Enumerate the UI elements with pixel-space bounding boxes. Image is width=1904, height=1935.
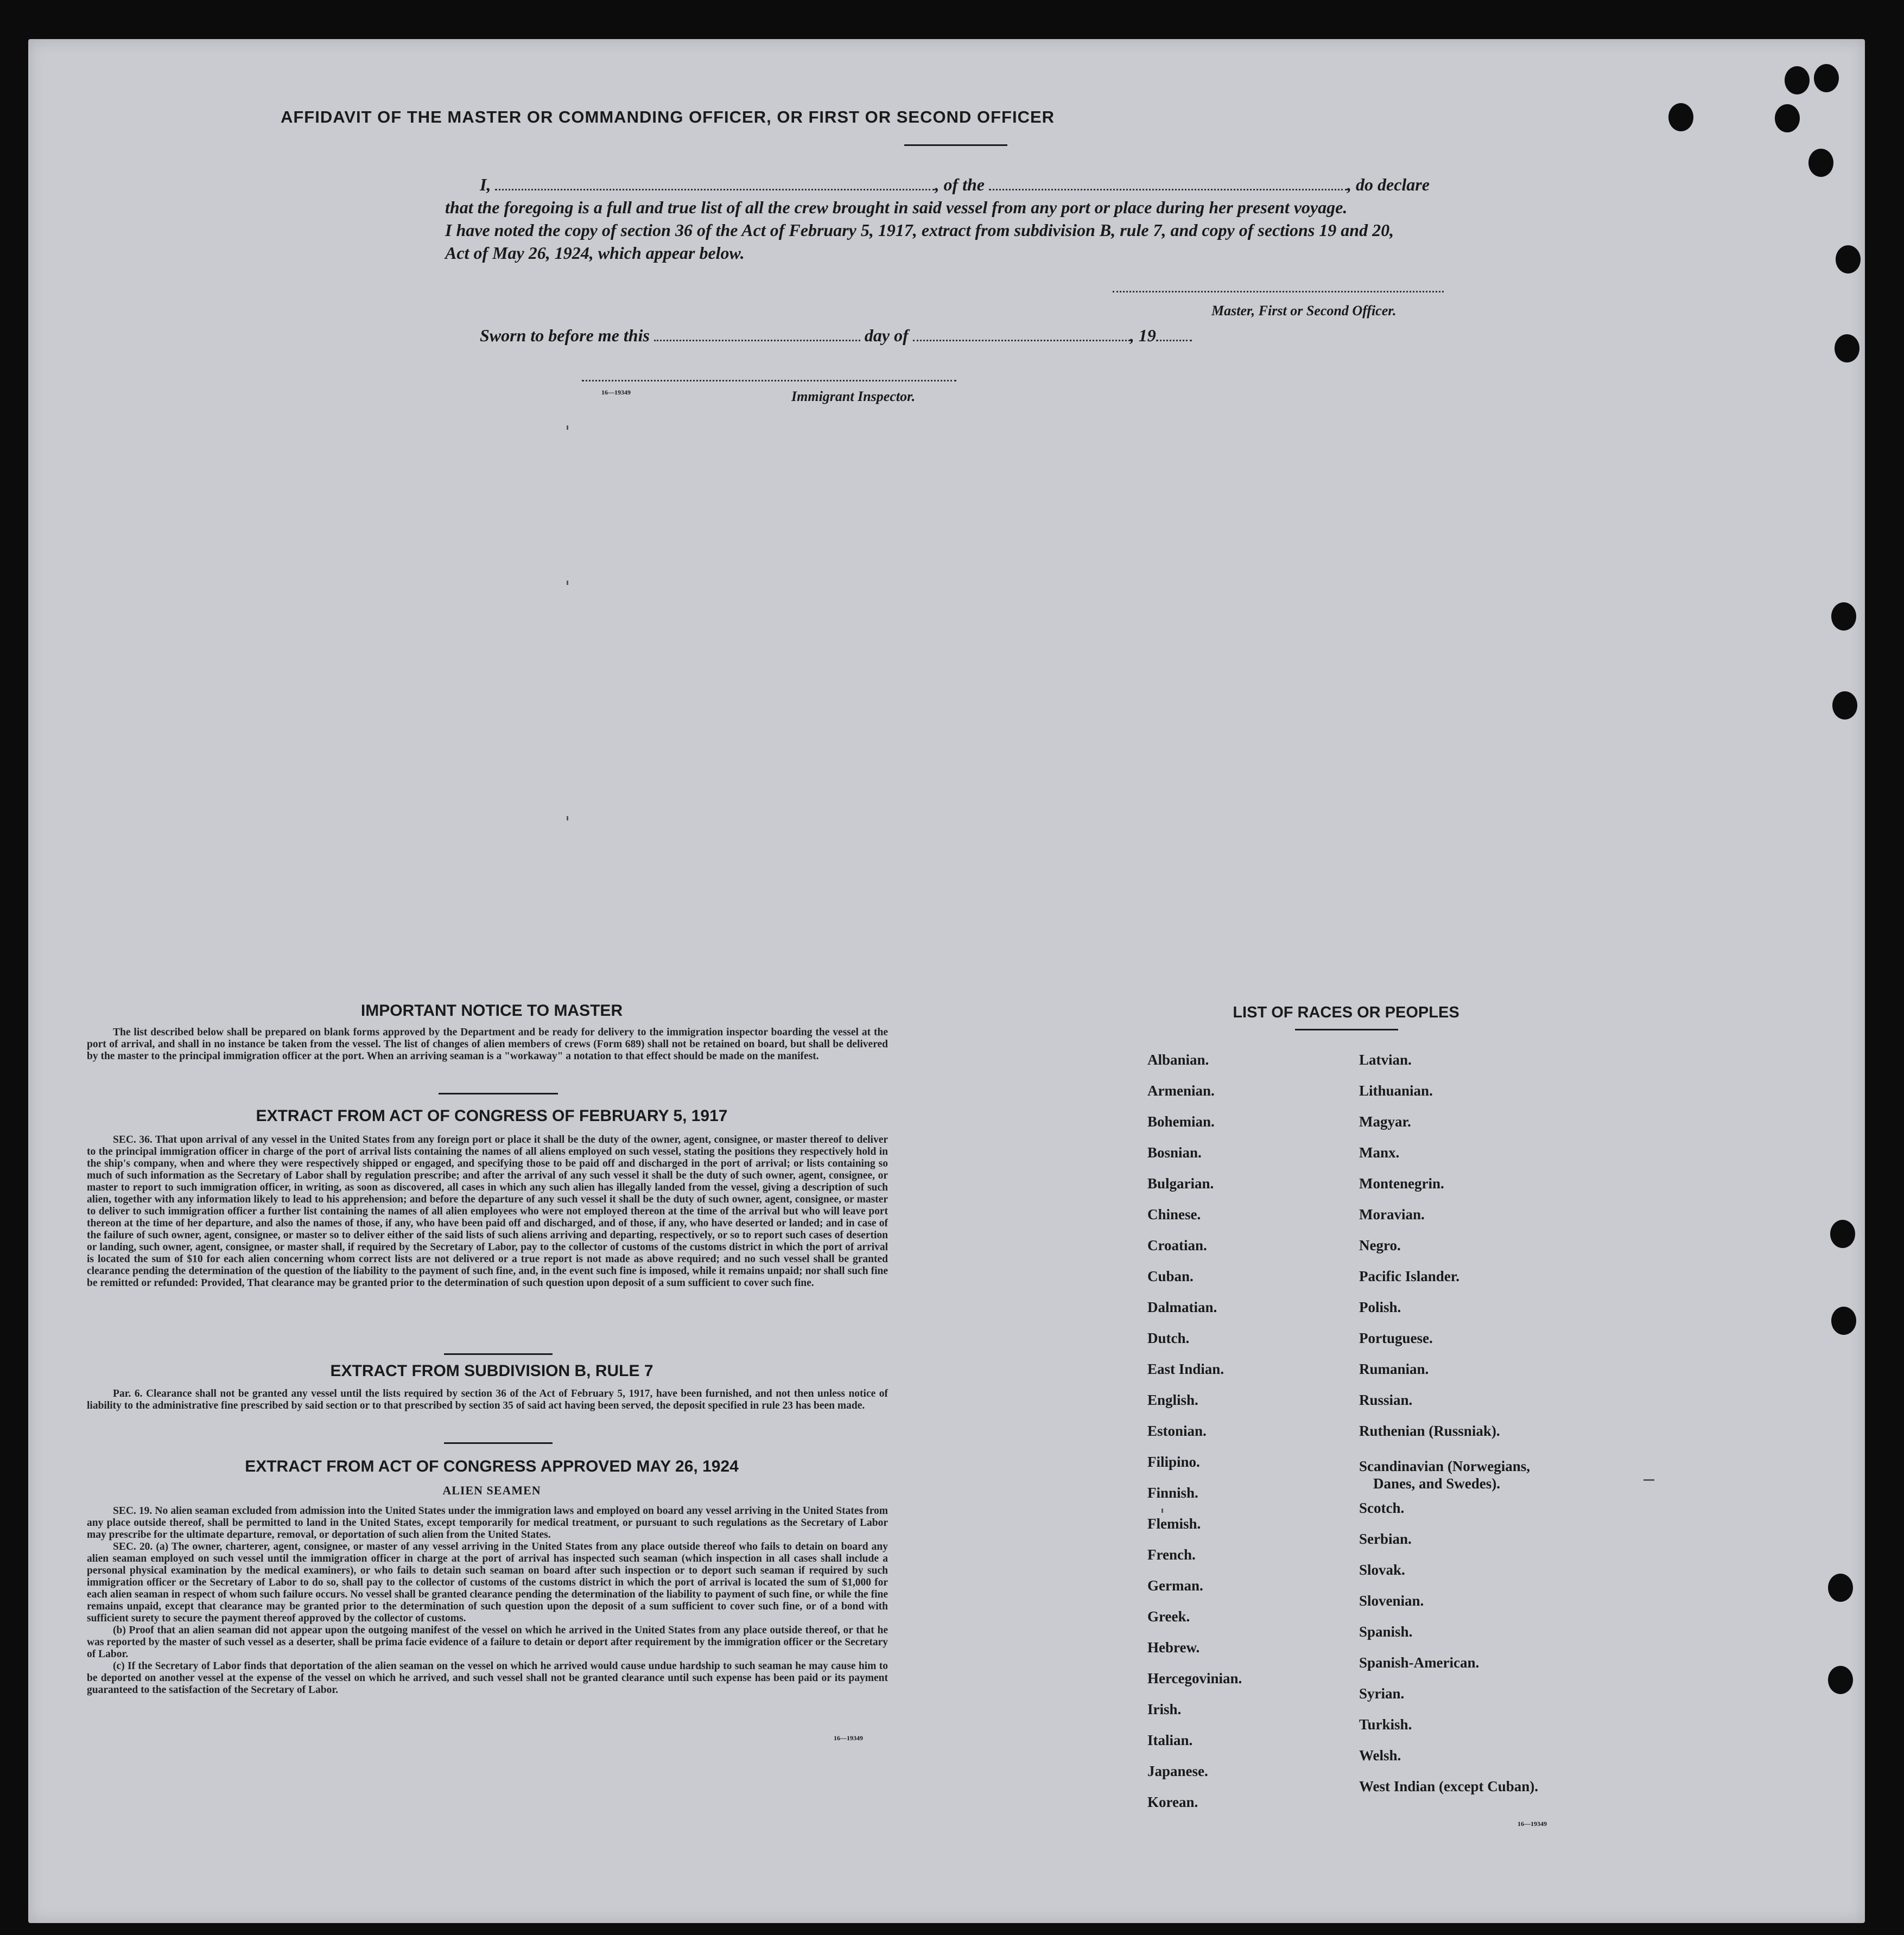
race-item: Serbian. [1359,1531,1412,1547]
race-item: German. [1147,1577,1203,1594]
race-item: Turkish. [1359,1716,1412,1733]
race-item: Latvian. [1359,1052,1412,1068]
race-item: Greek. [1147,1608,1190,1625]
race-item: Irish. [1147,1701,1182,1717]
race-item: Magyar. [1359,1113,1411,1130]
race-item: Rumanian. [1359,1361,1429,1377]
divider [904,144,1007,146]
vessel-field[interactable] [989,175,1347,190]
race-item: Slovenian. [1359,1593,1424,1609]
divider [1295,1029,1398,1030]
day-of-label: day of [864,326,909,345]
declaration-line-1 [445,175,1471,195]
races-heading: LIST OF RACES OR PEOPLES [1233,1004,1459,1021]
race-item: Dutch. [1147,1330,1190,1346]
race-item: Albanian. [1147,1052,1209,1068]
form-number: 16—19349 [1518,1820,1547,1828]
race-item: Scandinavian (Norwegians, [1359,1458,1531,1474]
punch-hole [1835,334,1859,362]
punch-hole [1808,149,1833,177]
sec-20b: (b) Proof that an alien seaman did not appear upon the outgoing manifest of the vessel on which he arrived in the United States from any place outside thereof, or that he was reported by the master of such vessel as a deserter, shall be prima facie evidence of a failure to detain or deport after requirement by the immigration officer or the Secretary of Labor. [87,1625,888,1660]
punch-hole [1836,245,1861,273]
extract-rule7-heading: EXTRACT FROM SUBDIVISION B, RULE 7 [330,1362,653,1380]
inspector-signature-label: Immigrant Inspector. [791,389,916,404]
race-item: Pacific Islander. [1359,1268,1459,1284]
extract-1924-heading: EXTRACT FROM ACT OF CONGRESS APPROVED MAY 26, 1924 [245,1457,739,1475]
race-item: Polish. [1359,1299,1401,1315]
race-item: Negro. [1359,1237,1401,1253]
alien-seamen-subheading: ALIEN SEAMEN [442,1484,541,1497]
races-right-column [1359,1052,1663,1822]
race-item: Finnish. [1147,1485,1198,1501]
affidavit-title: AFFIDAVIT OF THE MASTER OR COMMANDING OFFICER, OR FIRST OR SECOND OFFICER [280,107,1055,126]
race-item: English. [1147,1392,1198,1408]
punch-hole [1832,691,1857,720]
race-item: Scotch. [1359,1500,1405,1516]
race-item: Spanish. [1359,1624,1413,1640]
race-item: Hercegovinian. [1147,1670,1242,1686]
punch-hole [1814,64,1839,92]
race-item: Syrian. [1359,1685,1405,1702]
race-item: Portuguese. [1359,1330,1433,1346]
race-item: Bulgarian. [1147,1175,1214,1192]
master-signature-line[interactable] [1113,291,1444,292]
divider [444,1353,553,1355]
name-field[interactable] [495,175,935,190]
race-item: Italian. [1147,1732,1193,1748]
race-item: Montenegrin. [1359,1175,1444,1192]
race-item: Spanish-American. [1359,1654,1480,1671]
race-item: Lithuanian. [1359,1083,1433,1099]
race-item: Filipino. [1147,1454,1200,1470]
sworn-line [480,326,1294,346]
declaration-line-3: I have noted the copy of section 36 of the Act of February 5, 1917, extract from subdivision B, rule 7, and copy of sections 19 and 20, [445,220,1394,240]
extract-1924-text [87,1505,888,1696]
race-item: Danes, and Swedes). [1373,1475,1501,1492]
race-item: Armenian. [1147,1083,1215,1099]
race-item: Manx. [1359,1144,1400,1161]
i-label: I, [480,175,491,194]
punch-hole [1831,1307,1856,1335]
notice-heading: IMPORTANT NOTICE TO MASTER [360,1002,623,1020]
race-item: Japanese. [1147,1763,1208,1779]
race-item: French. [1147,1546,1196,1563]
race-item: East Indian. [1147,1361,1224,1377]
race-item: Ruthenian (Russniak). [1359,1423,1500,1439]
punch-hole [1785,66,1810,94]
sworn-year-field[interactable] [1156,326,1192,341]
inspector-signature-line[interactable] [582,380,956,381]
declaration-line-4: Act of May 26, 1924, which appear below. [445,243,745,263]
declaration-line-2: that the foregoing is a full and true list of all the crew brought in said vessel from any port or place during her present voyage. [445,198,1348,217]
form-number: 16—19349 [601,389,631,396]
sec-19: SEC. 19. No alien seaman excluded from admission into the United States under the immigration laws and employed on board any vessel arriving in the United States from any place outside thereof, shall be permitted to land in the United States, except temporarily for medical treatment, or pursuant to such regulations as the Secretary of Labor may prescribe for the ultimate departure, removal, or deportation of such alien from the United States. [87,1505,888,1541]
race-item: Korean. [1147,1794,1198,1810]
punch-hole [1831,602,1856,631]
race-item: Bohemian. [1147,1113,1215,1130]
extract-rule7-text: Par. 6. Clearance shall not be granted any vessel until the lists required by section 36 of the Act of February 5, 1917, have been furnished, and not then unless notice of liability to the administrative fine prescribed by said section or to that prescribed by section 35 of said act having been served, the deposit specified in rule 23 has been made. [87,1388,888,1411]
punch-hole [1828,1666,1853,1694]
extract-1917-text: SEC. 36. That upon arrival of any vessel in the United States from any foreign port or place it shall be the duty of the owner, agent, consignee, or master thereof to deliver to the principal immigration officer in charge of the port of arrival lists containing the names of all aliens employed on such vessel, stating the positions they respectively hold in the ship's company, when and where they were respectively shipped or engaged, and specifying those to be paid off and discharged in the port of arrival; or lists containing so much of such information as the Secretary of Labor shall by regulation prescribe; and after the arrival of any such vessel it shall be the duty of such owner, agent, consignee, or master to report to such immigration officer, in writing, as soon as discovered, all cases in which any such alien has illegally landed from the vessel, giving a description of such alien, together with any information likely to lead to his apprehension; and before the departure of any such vessel it shall be the duty of such owner, agent, consignee, or master to deliver to such immigration officer a further list containing the names of all alien employees who were not employed thereon at the time of the arrival but who will leave port thereon at the time of her departure, and also the names of those, if any, who have been paid off and discharged, and of those, if any, who have deserted or landed; and in case of the failure of such owner, agent, consignee, or master so to deliver either of the said lists of such aliens arriving and departing, respectively, or so to report such cases of desertion or landing, such owner, agent, consignee, or master shall, if required by the Secretary of Labor, pay to the collector of customs of the customs district in which the port of arrival is located the sum of $10 for each alien concerning whom correct lists are not delivered or a true report is not made as above required; and no such vessel shall be granted clearance pending the determination of the question of the liability to the payment of such fine, and, in the event such fine is imposed, while it remains unpaid; nor shall such fine be remitted or refunded: Provided, That clearance may be granted prior to the determination of such question upon deposit of a sum sufficient to cover such fine. [87,1134,888,1289]
race-item: Moravian. [1359,1206,1425,1223]
form-number: 16—19349 [834,1734,863,1742]
sec-20c: (c) If the Secretary of Labor finds that deportation of the alien seaman on the vessel on which he arrived would cause undue hardship to such seaman he may cause him to be deported on another vessel at the expense of the vessel on which he arrived, and such vessel shall not be granted clearance until such expense has been paid or its payment guaranteed to the satisfaction of the Secretary of Labor. [87,1660,888,1696]
extract-1917-heading: EXTRACT FROM ACT OF CONGRESS OF FEBRUARY 5, 1917 [256,1107,728,1125]
race-item: West Indian (except Cuban). [1359,1778,1539,1794]
race-item: Cuban. [1147,1268,1194,1284]
race-item: Estonian. [1147,1423,1207,1439]
punch-hole [1775,104,1800,132]
sworn-day-field[interactable] [654,326,860,341]
master-signature-label: Master, First or Second Officer. [1211,303,1397,319]
race-item: Flemish. [1147,1516,1201,1532]
divider [444,1442,553,1444]
race-item: Bosnian. [1147,1144,1202,1161]
race-item: Welsh. [1359,1747,1401,1764]
punch-hole [1830,1220,1855,1248]
year-label: , 19 [1129,326,1156,345]
race-item: Slovak. [1359,1562,1405,1578]
race-item: Croatian. [1147,1237,1207,1253]
punch-hole [1828,1574,1853,1602]
race-item: Chinese. [1147,1206,1201,1223]
of-the-label: , of the [935,175,985,194]
do-declare-label: , do declare [1347,175,1430,194]
race-item: Hebrew. [1147,1639,1200,1656]
sworn-label: Sworn to before me this [480,326,650,345]
punch-hole [1668,103,1693,131]
divider [439,1093,558,1094]
sworn-month-field[interactable] [913,326,1130,341]
sec-20a: SEC. 20. (a) The owner, charterer, agent, consignee, or master of any vessel arriving in the United States from any place outside thereof who fails to detain on board any alien seaman employed on such vessel until the immigration officer in charge at the port of arrival has inspected such seaman (which inspection in all cases shall include a personal physical examination by the medical examiners), or who fails to detain such seaman on board after such inspection or to deport such seaman if required by such immigration officer or the Secretary of Labor to do so, shall pay to the collector of customs of the customs district in which the port of arrival is located the sum of $1,000 for each alien seaman in respect of whom such failure occurs. No vessel shall be granted clearance pending the determination of the liability to payment of such fine, or while the fine remains unpaid, except that clearance may be granted prior to the determination of such question upon the deposit of a sum sufficient to cover such fine, or of a bond with sufficient surety to secure the payment thereof approved by the collector of customs. [87,1541,888,1624]
race-item: Dalmatian. [1147,1299,1217,1315]
notice-text: The list described below shall be prepared on blank forms approved by the Department and be ready for delivery to the immigration inspector boarding the vessel at the port of arrival, and shall in no instance be taken from the vessel. The list of changes of alien members of crews (Form 689) shall not be retained on board, but shall be delivered by the master to the principal immigration officer at the port. When an arriving seaman is a "workaway" a notation to that effect should be made on the manifest. [87,1027,888,1062]
race-item: Russian. [1359,1392,1413,1408]
